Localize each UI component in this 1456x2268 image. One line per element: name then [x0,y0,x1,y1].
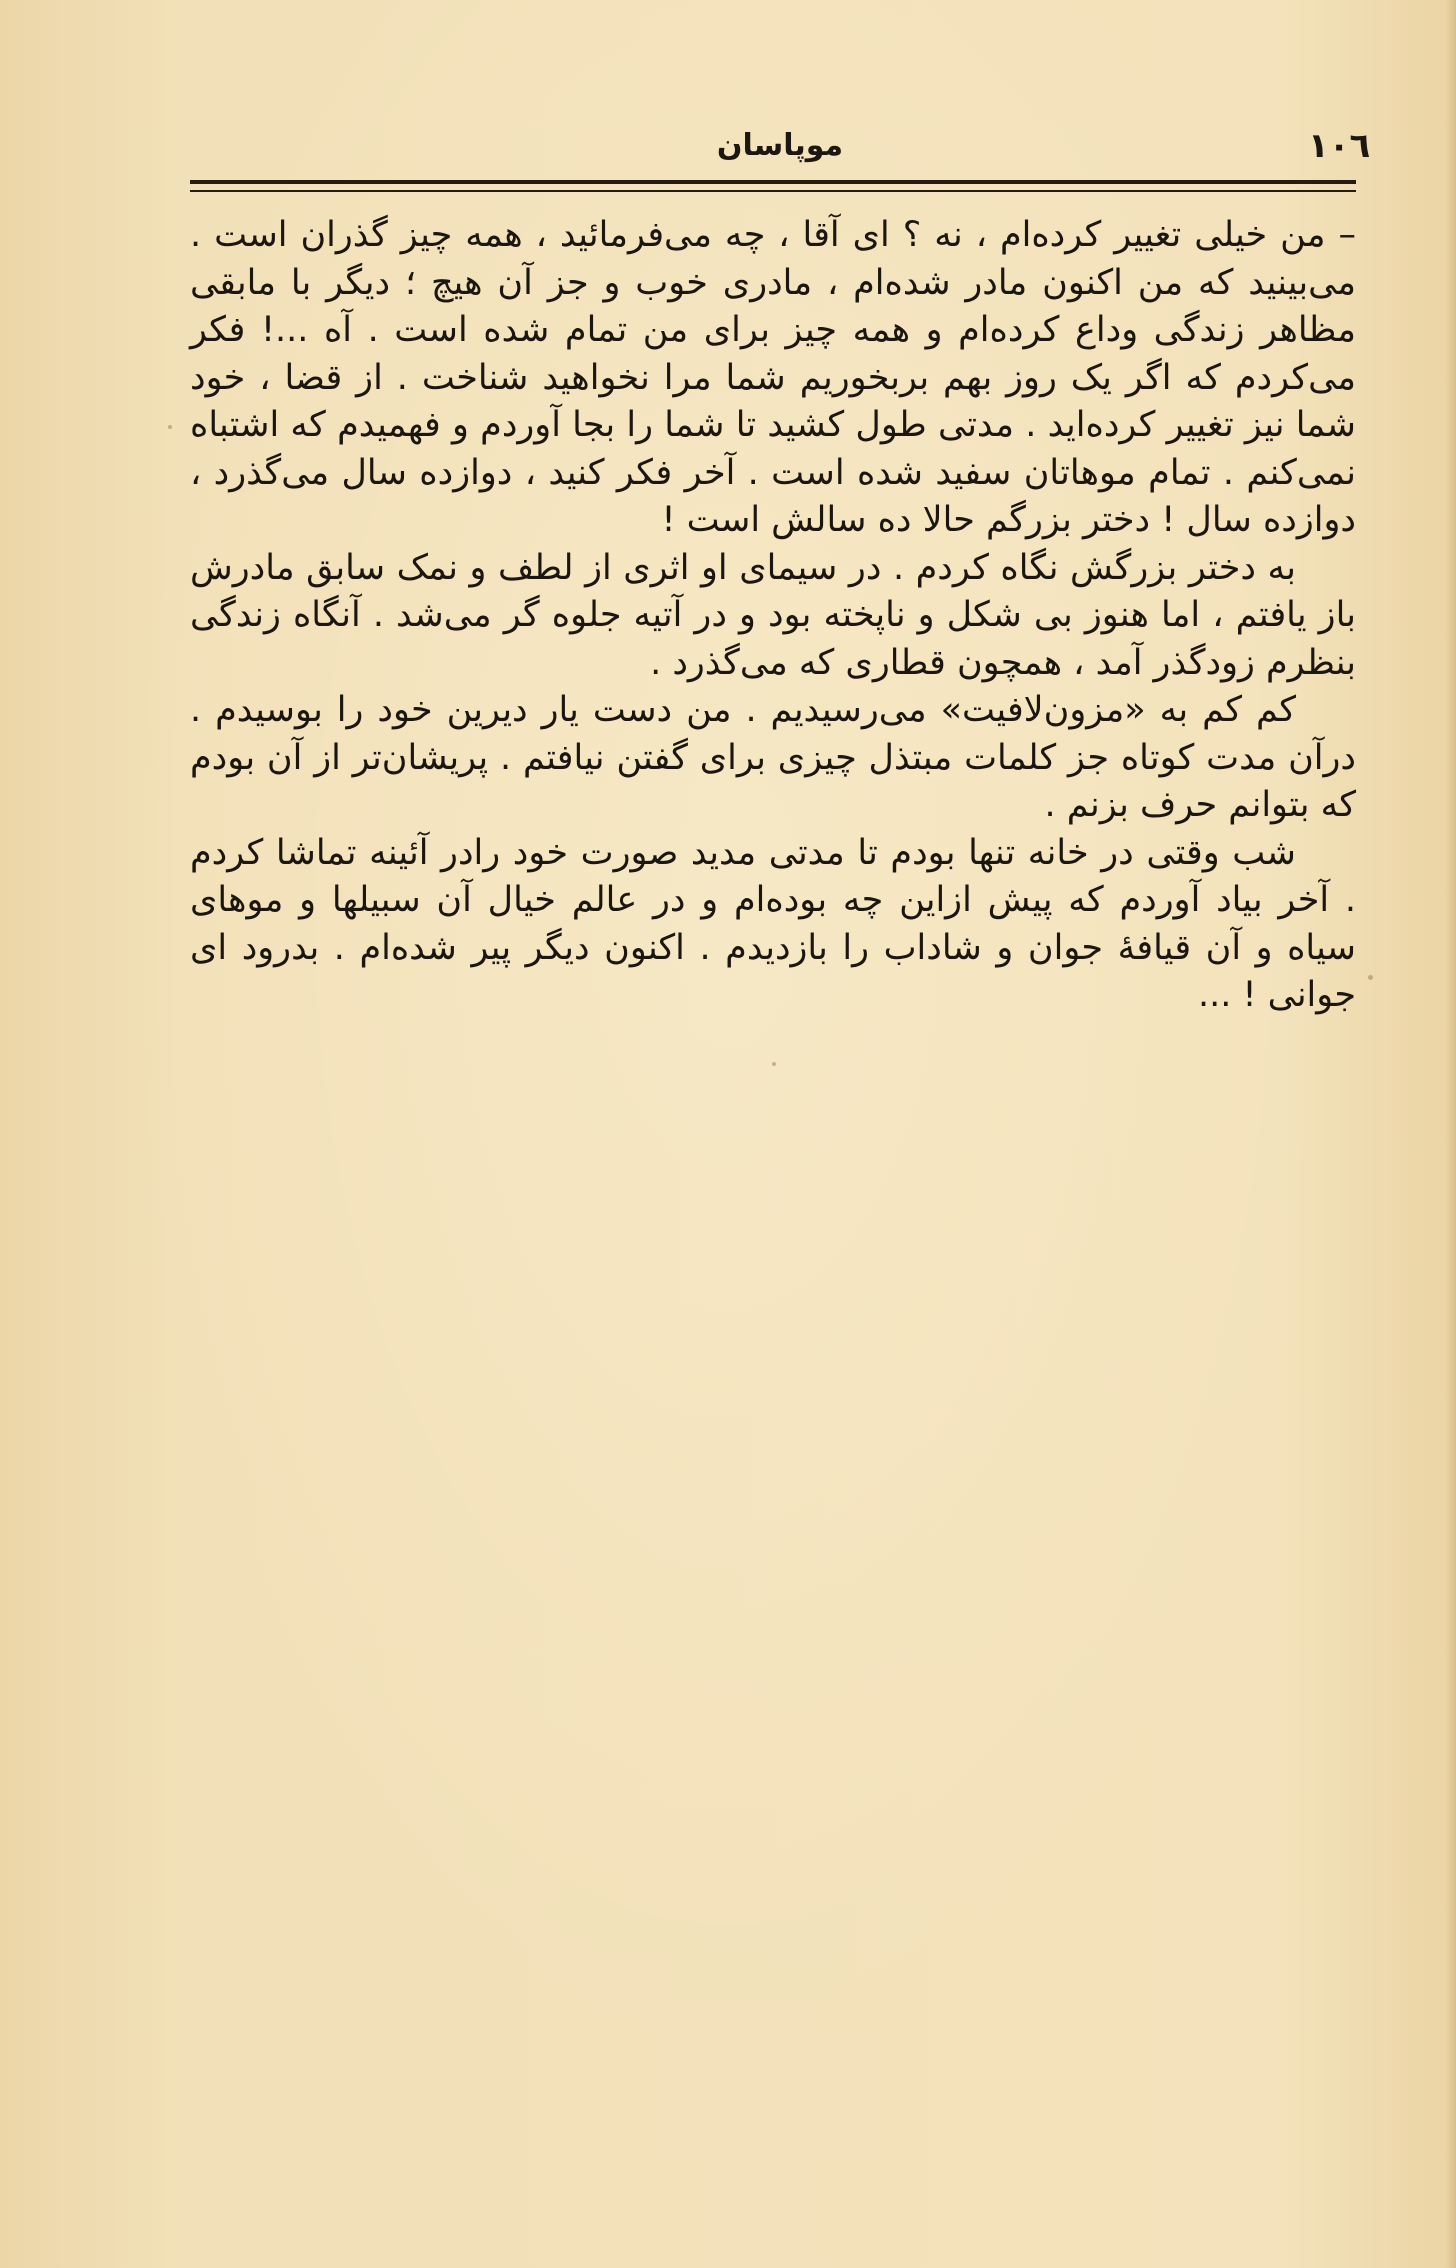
page-header [190,118,1371,198]
paper-speck [772,1062,776,1066]
body-text [190,212,1356,1020]
paragraph-2: به دختر بزرگش نگاه کردم . در سیمای او اثری از لطف و نمک سابق مادرش باز یافتم ، اما هنوز بی شکل و ناپخته بود و در آتیه جلوه گر می‌شد . آنگاه زندگی بنظرم زودگذر آمد ، همچون قطاری که می‌گذرد . [190,547,1356,683]
header-rule-thick [190,180,1356,184]
paper-speck [1368,975,1373,980]
running-title: موپاسان [716,128,844,163]
header-rule-thin [190,190,1356,192]
paragraph-4: شب وقتی در خانه تنها بودم تا مدتی مدید صورت خود رادر آئینه تماشا کردم . آخر بیاد آوردم که پیش ازاین چه بوده‌ام و در عالم خیال آن سبیلها و موهای سیاه و آن قیافهٔ جوان و شاداب را بازدیدم . اکنون دیگر پیر شده‌ام . بدرود ای جوانی ! ... [190,832,1356,1015]
paragraph-3: کم کم به «مزون‌لافیت» می‌رسیدیم . من دست یار دیرین خود را بوسیدم . درآن مدت کوتاه جز کلمات مبتذل چیزی برای گفتن نیافتم . پریشان‌تر از آن بودم که بتوانم حرف بزنم . [190,690,1356,825]
paragraph-1: – من خیلی تغییر کرده‌ام ، نه ؟ ای آقا ، چه می‌فرمائید ، همه چیز گذران است . می‌بینید که من اکنون مادر شده‌ام ، مادری خوب و جز آن هیچ ؛ دیگر با مابقی مظاهر زندگی وداع کرده‌ام و همه چیز برای من تمام شده است . آه ...! فکر می‌کردم که اگر یک روز بهم بربخوریم شما مرا نخواهید شناخت . از قضا ، خود شما نیز تغییر کرده‌اید . مدتی طول کشید تا شما را بجا آوردم و فهمیدم که اشتباه نمی‌کنم . تمام موهاتان سفید شده است . آخر فکر کنید ، دوازده سال می‌گذرد ، دوازده سال ! دختر بزرگم حالا ده سالش است ! [190,215,1356,540]
paper-speck [168,425,172,429]
page-number: ١٠٦ [1308,126,1371,166]
page-edge-shadow [1446,0,1456,2268]
